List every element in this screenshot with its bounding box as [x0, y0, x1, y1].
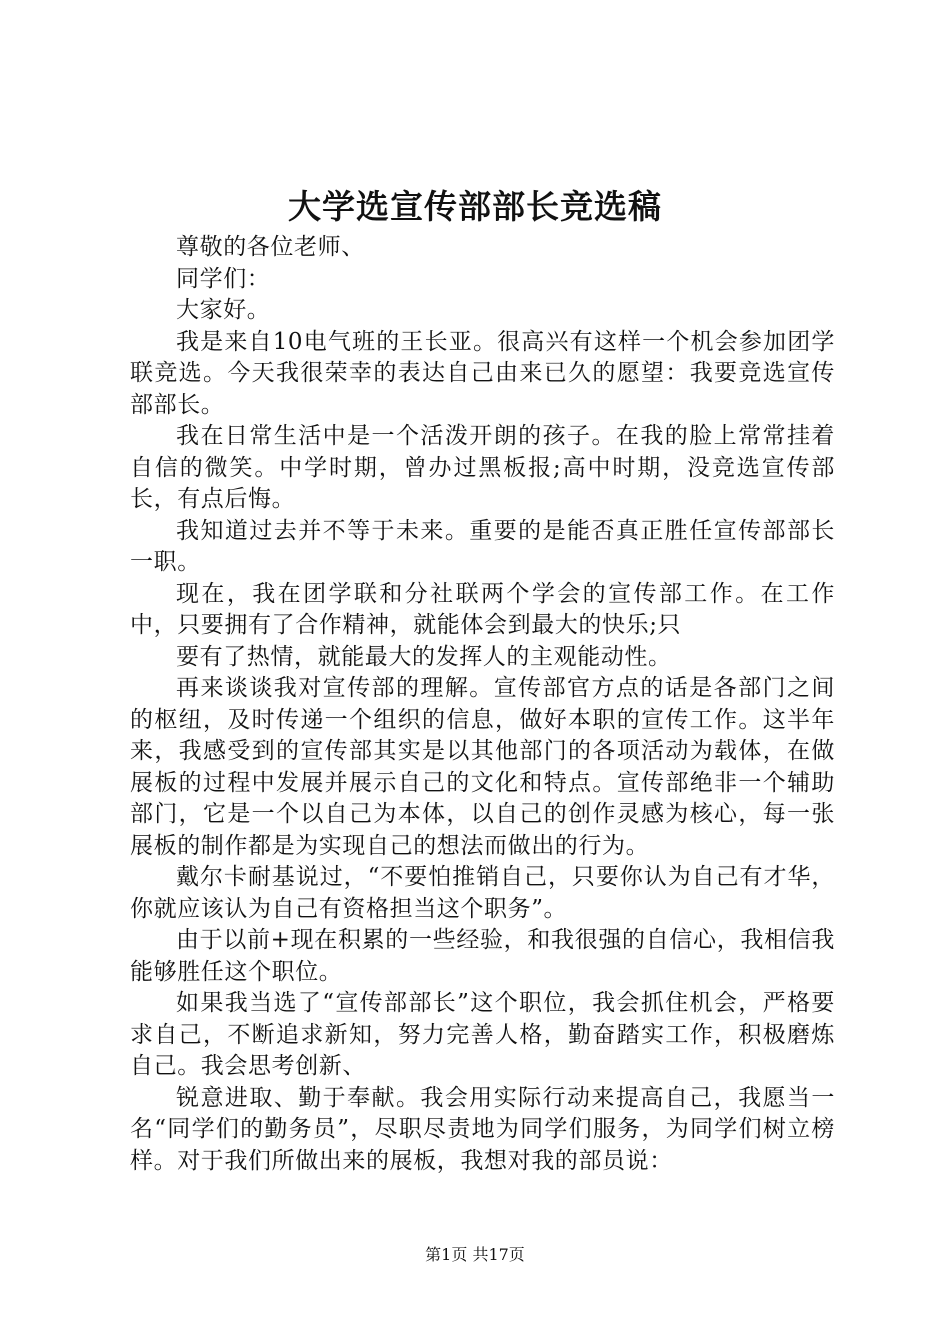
paragraph-personality: 我在日常生活中是一个活泼开朗的孩子。在我的脸上常常挂着自信的微笑。中学时期，曾办过黑板报;高中时期，没竞选宣传部长，有点后悔。: [130, 423, 835, 512]
paragraph-future: 我知道过去并不等于未来。重要的是能否真正胜任宣传部部长一职。: [130, 517, 835, 575]
paragraph-commitment: 如果我当选了“宣传部部长”这个职位，我会抓住机会，严格要求自己，不断追求新知，努力完善人格，勤奋踏实工作，积极磨炼自己。我会思考创新、: [130, 990, 835, 1079]
page-number-footer: 第1页 共17页: [425, 1245, 525, 1264]
paragraph-understanding: 再来谈谈我对宣传部的理解。宣传部官方点的话是各部门之间的枢纽，及时传递一个组织的信息，做好本职的宣传工作。这半年来，我感受到的宣传部其实是以其他部门的各项活动为载体，在做展板的过程中发展并展示自己的文化和特点。宣传部绝非一个辅助部门，它是一个以自己为本体，以自己的创作灵感为核心，每一张展板的制作都是为实现自己的想法而做出的行为。: [130, 675, 835, 859]
paragraph-confidence: 由于以前+现在积累的一些经验，和我很强的自信心，我相信我能够胜任这个职位。: [130, 927, 835, 985]
paragraph-enthusiasm: 要有了热情，就能最大的发挥人的主观能动性。: [176, 643, 672, 670]
paragraph-quote: 戴尔卡耐基说过，“不要怕推销自己，只要你认为自己有才华，你就应该认为自己有资格担当这个职务”。: [130, 864, 835, 922]
document-title: 大学选宣传部部长竞选稿: [288, 187, 662, 226]
paragraph-greeting: 大家好。: [176, 297, 271, 323]
paragraph-salutation-1: 尊敬的各位老师、: [176, 234, 365, 260]
document-body: [130, 232, 835, 1177]
paragraph-salutation-2: 同学们：: [176, 265, 271, 292]
paragraph-current-work: 现在，我在团学联和分社联两个学会的宣传部工作。在工作中，只要拥有了合作精神，就能体会到最大的快乐;只: [130, 580, 835, 638]
paragraph-promise: 锐意进取、勤于奉献。我会用实际行动来提高自己，我愿当一名“同学们的勤务员”，尽职尽责地为同学们服务，为同学们树立榜样。对于我们所做出来的展板，我想对我的部员说：: [130, 1084, 835, 1174]
paragraph-introduction: 我是来自10电气班的王长亚。很高兴有这样一个机会参加团学联竞选。今天我很荣幸的表达自己由来已久的愿望：我要竞选宣传部部长。: [130, 328, 835, 418]
